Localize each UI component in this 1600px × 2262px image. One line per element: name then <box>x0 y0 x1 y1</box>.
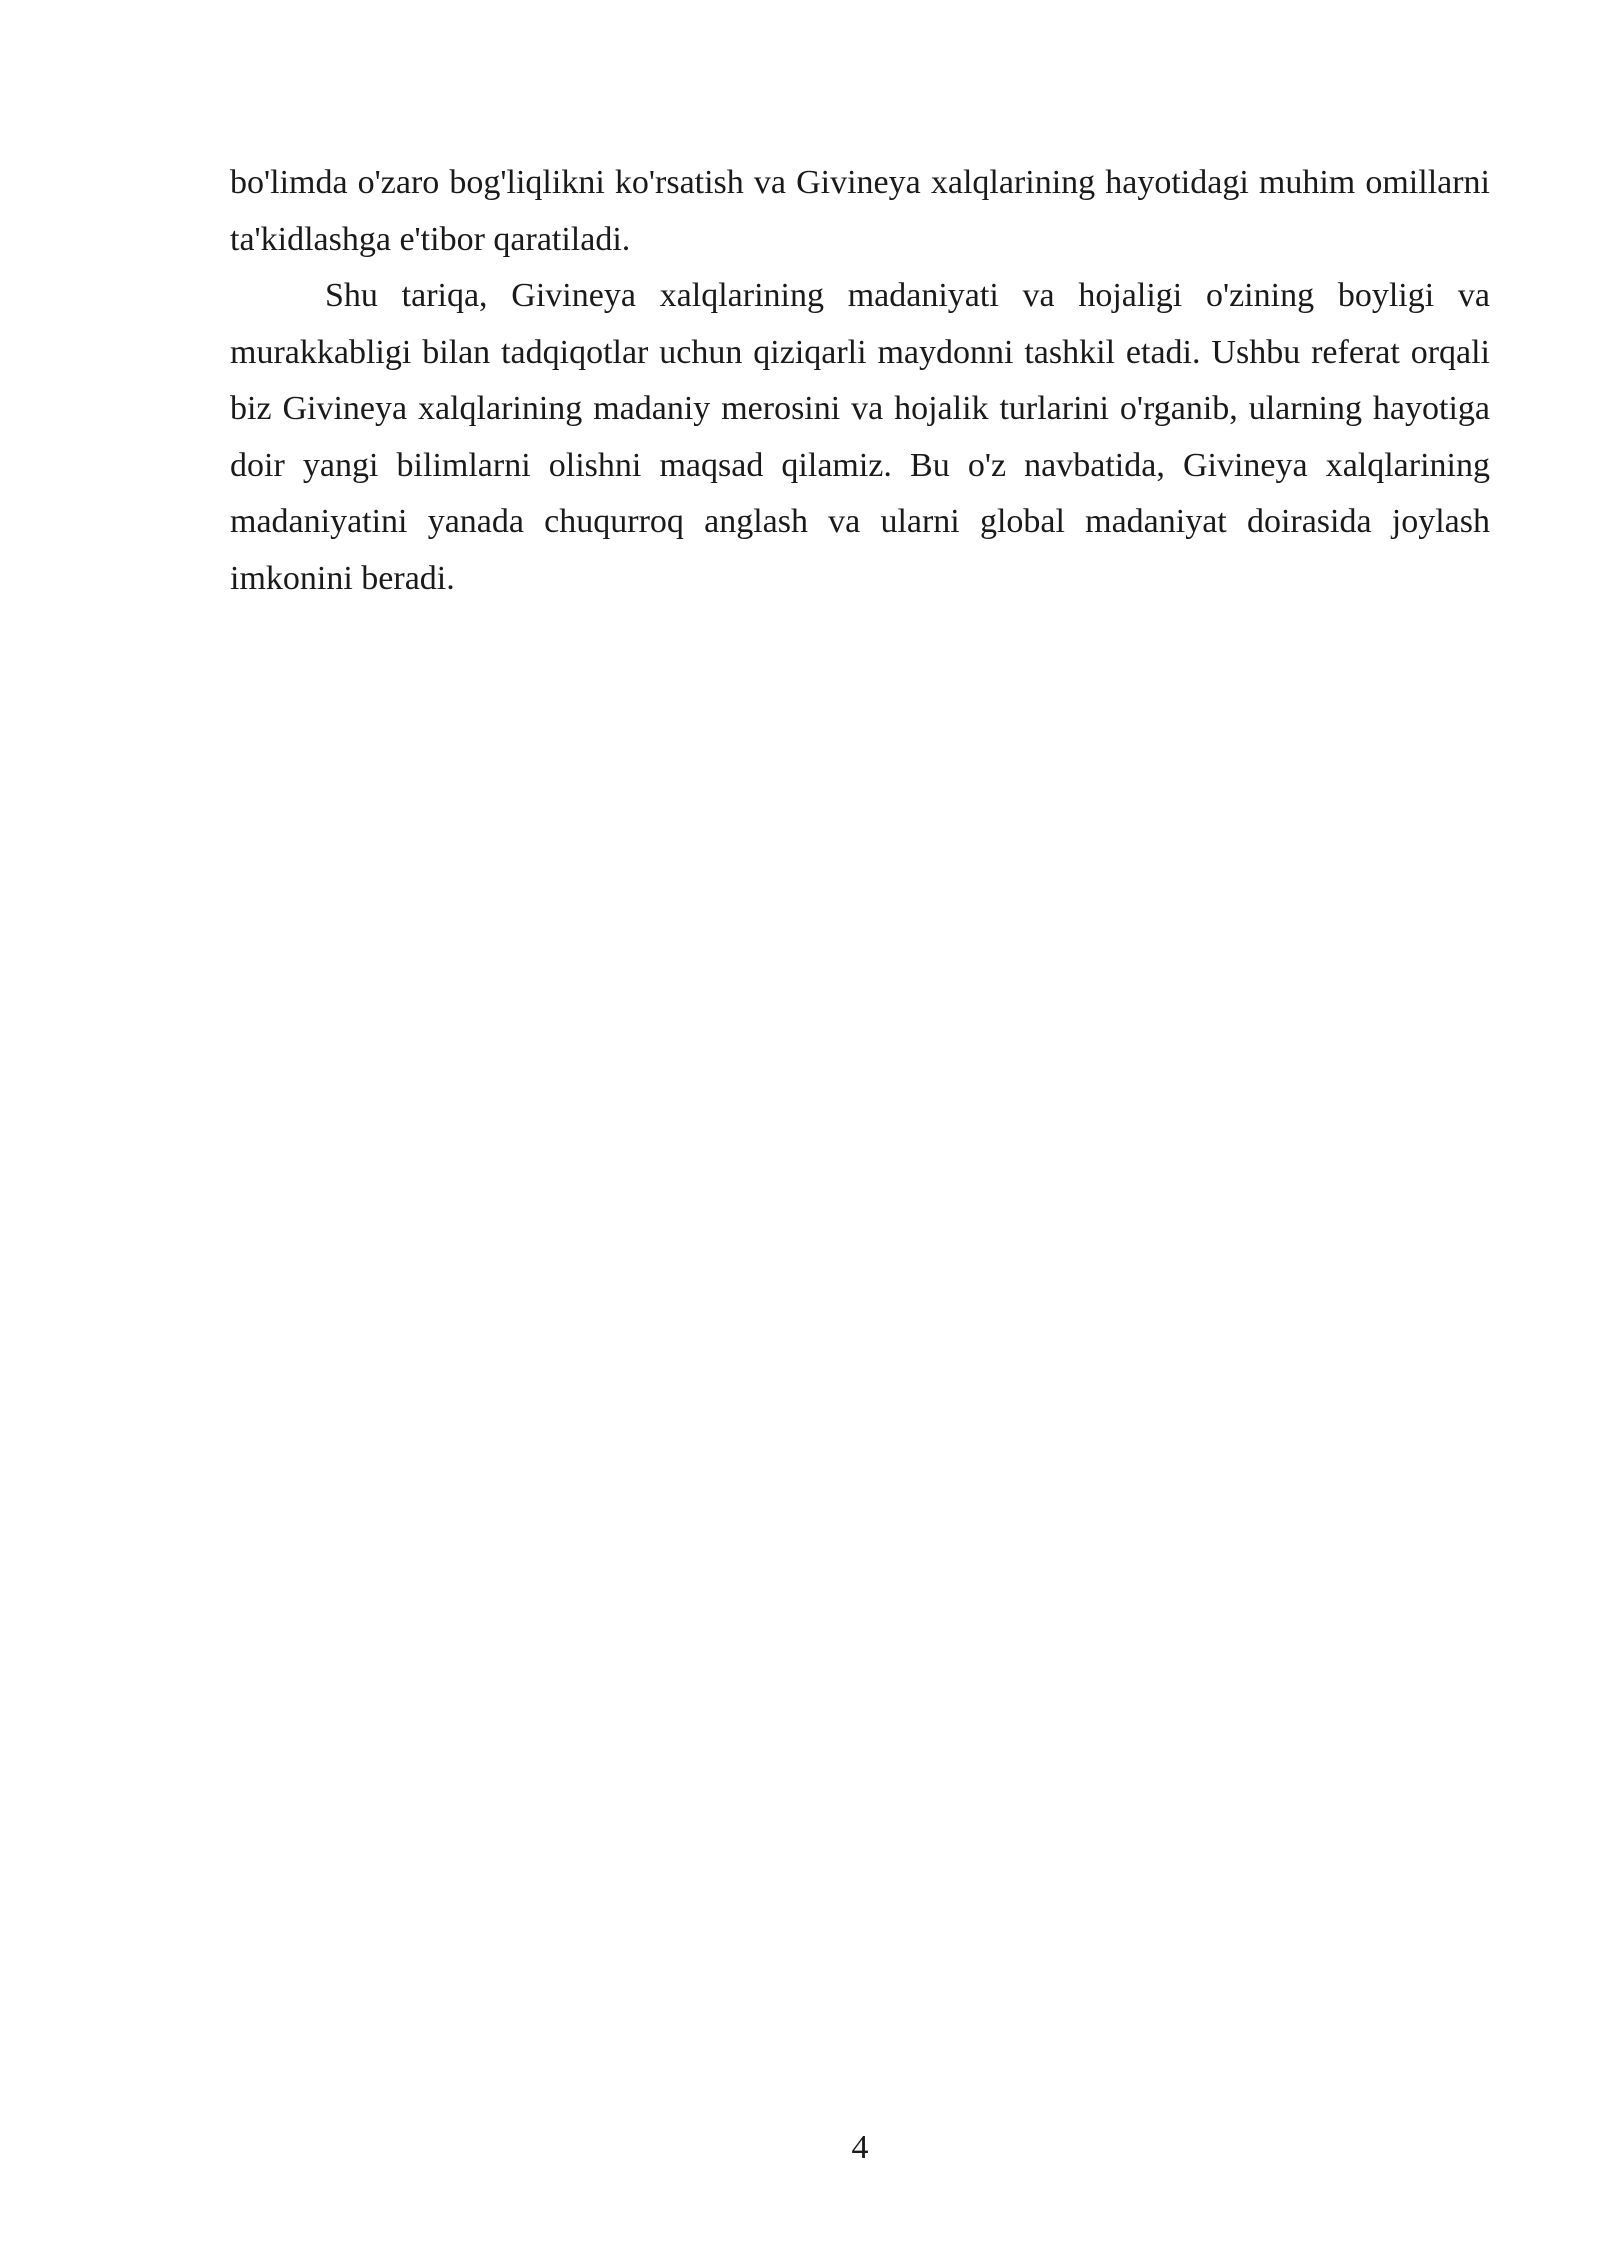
paragraph-continuation: bo'limda o'zaro bog'liqlikni ko'rsatish va Givineya xalqlarining hayotidagi muhim omillarni ta'kidlashga e'tibor qaratiladi. <box>230 164 1490 258</box>
page-number: 4 <box>851 2129 869 2166</box>
body-text <box>230 155 1490 607</box>
paragraph-summary: Shu tariqa, Givineya xalqlarining madaniyati va hojaligi o'zining boyligi va murakkabligi bilan tadqiqotlar uchun qiziqarli maydonni tashkil etadi. Ushbu referat orqali biz Givineya xalqlarining madaniy merosini va hojalik turlarini o'rganib, ularning hayotiga doir yangi bilimlarni olishni maqsad qilamiz. Bu o'z navbatida, Givineya xalqlarining madaniyatini yanada chuqurroq anglash va ularni global madaniyat doirasida joylash imkonini beradi. <box>230 277 1490 597</box>
